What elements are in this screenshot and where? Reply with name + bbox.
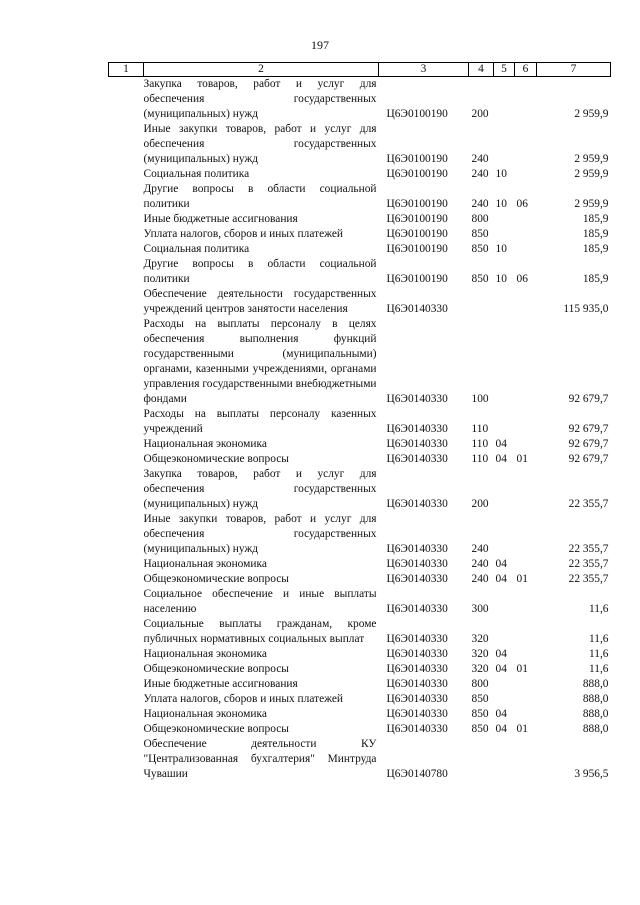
subsection-cell (515, 212, 537, 227)
expense-name-cell: Общеэкономические вопросы (143, 723, 289, 735)
expense-name-cell: Закупка товаров, работ и услуг для обеспечения государственных (муниципальных) нужд (143, 468, 377, 510)
amount-cell: 115 935,0 (563, 303, 609, 315)
row-number-cell (109, 617, 144, 647)
target-article-code-cell: Ц6Э0140330 (386, 633, 448, 645)
row-number-cell (109, 512, 144, 557)
amount-cell: 888,0 (582, 678, 609, 690)
expense-name-cell: Закупка товаров, работ и услуг для обеспечения государственных (муниципальных) нужд (143, 78, 377, 120)
expense-type-cell: 240 (471, 543, 489, 555)
expense-type-cell: 240 (471, 153, 489, 165)
row-number-cell (109, 437, 144, 452)
header-cell-3: 3 (379, 63, 469, 77)
row-number-cell (109, 647, 144, 662)
expense-type-cell: 200 (471, 498, 489, 510)
header-cell-5: 5 (494, 63, 515, 77)
subsection-cell: 01 (516, 573, 528, 585)
subsection-cell (515, 587, 537, 617)
row-number-cell (109, 452, 144, 467)
expense-type-cell: 100 (471, 393, 489, 405)
amount-cell: 185,9 (582, 273, 609, 285)
table-header (109, 63, 611, 77)
table-row (109, 467, 611, 512)
amount-cell: 888,0 (582, 708, 609, 720)
subsection-cell (515, 227, 537, 242)
expense-type-cell: 850 (471, 723, 489, 735)
expense-name-cell: Общеэкономические вопросы (143, 453, 289, 465)
table-row (109, 227, 611, 242)
amount-cell: 92 679,7 (568, 438, 609, 450)
row-number-cell (109, 467, 144, 512)
section-cell: 04 (495, 723, 507, 735)
subsection-cell (515, 242, 537, 257)
target-article-code-cell: Ц6Э0140330 (386, 453, 448, 465)
table-row (109, 257, 611, 287)
target-article-code-cell: Ц6Э0140330 (386, 648, 448, 660)
header-cell-7: 7 (537, 63, 611, 77)
row-number-cell (109, 572, 144, 587)
subsection-cell (515, 317, 537, 407)
target-article-code-cell: Ц6Э0140330 (386, 303, 448, 315)
table-row (109, 287, 611, 317)
row-number-cell (109, 242, 144, 257)
row-number-cell (109, 707, 144, 722)
row-number-cell (109, 737, 144, 782)
expense-type-cell: 800 (471, 213, 489, 225)
amount-cell: 92 679,7 (568, 453, 609, 465)
expense-name-cell: Другие вопросы в области социальной политики (143, 183, 377, 210)
row-number-cell (109, 317, 144, 407)
subsection-cell: 01 (516, 723, 528, 735)
target-article-code-cell: Ц6Э0100190 (386, 228, 448, 240)
target-article-code-cell: Ц6Э0100190 (386, 198, 448, 210)
expense-type-cell: 850 (471, 693, 489, 705)
target-article-code-cell: Ц6Э0140330 (386, 708, 448, 720)
amount-cell: 22 355,7 (568, 543, 609, 555)
budget-table (108, 62, 611, 782)
subsection-cell (515, 407, 537, 437)
table-row (109, 557, 611, 572)
row-number-cell (109, 557, 144, 572)
subsection-cell (515, 707, 537, 722)
row-number-cell (109, 677, 144, 692)
expense-name-cell: Национальная экономика (143, 438, 267, 450)
expense-type-cell: 240 (471, 198, 489, 210)
amount-cell: 22 355,7 (568, 573, 609, 585)
expense-name-cell: Национальная экономика (143, 558, 267, 570)
target-article-code-cell: Ц6Э0140330 (386, 723, 448, 735)
expense-name-cell: Иные бюджетные ассигнования (143, 678, 298, 690)
expense-name-cell: Социальные выплаты гражданам, кроме публичных нормативных социальных выплат (143, 618, 377, 645)
expense-name-cell: Национальная экономика (143, 708, 267, 720)
table-row (109, 182, 611, 212)
table-row (109, 212, 611, 227)
row-number-cell (109, 212, 144, 227)
expense-name-cell: Социальная политика (143, 168, 250, 180)
table-row (109, 122, 611, 167)
table-row (109, 617, 611, 647)
section-cell: 04 (495, 558, 507, 570)
target-article-code-cell: Ц6Э0140330 (386, 678, 448, 690)
subsection-cell: 01 (516, 453, 528, 465)
amount-cell: 22 355,7 (568, 498, 609, 510)
target-article-code-cell: Ц6Э0140780 (386, 768, 448, 780)
header-cell-4: 4 (469, 63, 494, 77)
table-body (109, 77, 611, 783)
table-row (109, 242, 611, 257)
expense-type-cell: 850 (471, 273, 489, 285)
expense-type-cell (469, 737, 494, 782)
expense-name-cell: Расходы на выплаты персоналу в целях обеспечения выполнения функций государственными (муниципальными) органами, казенными учреждениями, органами управления государственными внебюджетными фондами (143, 318, 377, 405)
expense-type-cell: 320 (471, 633, 489, 645)
target-article-code-cell: Ц6Э0140330 (386, 573, 448, 585)
amount-cell: 11,6 (588, 648, 609, 660)
row-number-cell (109, 287, 144, 317)
expense-name-cell: Социальная политика (143, 243, 250, 255)
table-row (109, 722, 611, 737)
amount-cell: 2 959,9 (574, 108, 609, 120)
row-number-cell (109, 77, 144, 123)
section-cell (494, 737, 515, 782)
subsection-cell (515, 167, 537, 182)
subsection-cell (515, 692, 537, 707)
expense-type-cell: 850 (471, 243, 489, 255)
target-article-code-cell: Ц6Э0100190 (386, 243, 448, 255)
target-article-code-cell: Ц6Э0140330 (386, 423, 448, 435)
table-row (109, 737, 611, 782)
header-row (109, 63, 611, 77)
expense-name-cell: Другие вопросы в области социальной политики (143, 258, 377, 285)
subsection-cell (515, 647, 537, 662)
subsection-cell (515, 677, 537, 692)
section-cell: 04 (495, 453, 507, 465)
section-cell (494, 317, 515, 407)
section-cell (494, 677, 515, 692)
expense-type-cell: 800 (471, 678, 489, 690)
section-cell: 10 (495, 273, 507, 285)
table-row (109, 647, 611, 662)
section-cell (494, 407, 515, 437)
section-cell: 10 (495, 198, 507, 210)
table-row (109, 407, 611, 437)
expense-name-cell: Уплата налогов, сборов и иных платежей (143, 693, 343, 705)
amount-cell: 11,6 (588, 603, 609, 615)
target-article-code-cell: Ц6Э0140330 (386, 603, 448, 615)
row-number-cell (109, 587, 144, 617)
subsection-cell (515, 77, 537, 123)
row-number-cell (109, 122, 144, 167)
row-number-cell (109, 692, 144, 707)
expense-type-cell: 110 (471, 438, 489, 450)
amount-cell: 185,9 (582, 213, 609, 225)
expense-type-cell: 320 (471, 648, 489, 660)
subsection-cell (515, 437, 537, 452)
target-article-code-cell: Ц6Э0100190 (386, 213, 448, 225)
expense-name-cell: Социальное обеспечение и иные выплаты населению (143, 588, 377, 615)
header-cell-2: 2 (144, 63, 379, 77)
header-cell-6: 6 (515, 63, 537, 77)
section-cell: 04 (495, 663, 507, 675)
expense-type-cell: 300 (471, 603, 489, 615)
row-number-cell (109, 227, 144, 242)
target-article-code-cell: Ц6Э0140330 (386, 438, 448, 450)
subsection-cell (515, 512, 537, 557)
expense-name-cell: Уплата налогов, сборов и иных платежей (143, 228, 343, 240)
subsection-cell (515, 557, 537, 572)
table-row (109, 662, 611, 677)
expense-type-cell: 110 (471, 453, 489, 465)
amount-cell: 888,0 (582, 723, 609, 735)
page-number: 197 (311, 38, 329, 52)
expense-type-cell: 320 (471, 663, 489, 675)
subsection-cell: 06 (516, 273, 528, 285)
row-number-cell (109, 722, 144, 737)
expense-type-cell: 240 (471, 168, 489, 180)
target-article-code-cell: Ц6Э0140330 (386, 393, 448, 405)
section-cell (494, 512, 515, 557)
section-cell (494, 227, 515, 242)
section-cell (494, 122, 515, 167)
target-article-code-cell: Ц6Э0100190 (386, 108, 448, 120)
section-cell (494, 212, 515, 227)
row-number-cell (109, 662, 144, 677)
section-cell: 10 (495, 168, 507, 180)
table-row (109, 77, 611, 123)
expense-name-cell: Расходы на выплаты персоналу казенных учреждений (143, 408, 377, 435)
row-number-cell (109, 407, 144, 437)
amount-cell: 2 959,9 (574, 168, 609, 180)
expense-type-cell (469, 287, 494, 317)
expense-type-cell: 240 (471, 573, 489, 585)
amount-cell: 92 679,7 (568, 393, 609, 405)
subsection-cell (515, 287, 537, 317)
section-cell: 04 (495, 648, 507, 660)
target-article-code-cell: Ц6Э0100190 (386, 168, 448, 180)
row-number-cell (109, 257, 144, 287)
amount-cell: 2 959,9 (574, 153, 609, 165)
table-row (109, 707, 611, 722)
table-row (109, 587, 611, 617)
target-article-code-cell: Ц6Э0100190 (386, 273, 448, 285)
table-row (109, 317, 611, 407)
expense-type-cell: 850 (471, 708, 489, 720)
expense-name-cell: Иные бюджетные ассигнования (143, 213, 298, 225)
target-article-code-cell: Ц6Э0140330 (386, 693, 448, 705)
amount-cell: 185,9 (582, 243, 609, 255)
amount-cell: 92 679,7 (568, 423, 609, 435)
table-row (109, 692, 611, 707)
expense-name-cell: Обеспечение деятельности КУ "Централизованная бухгалтерия" Минтруда Чувашии (143, 738, 377, 780)
expense-name-cell: Национальная экономика (143, 648, 267, 660)
amount-cell: 11,6 (588, 633, 609, 645)
target-article-code-cell: Ц6Э0140330 (386, 663, 448, 675)
target-article-code-cell: Ц6Э0100190 (386, 153, 448, 165)
target-article-code-cell: Ц6Э0140330 (386, 558, 448, 570)
amount-cell: 185,9 (582, 228, 609, 240)
table-row (109, 572, 611, 587)
section-cell (494, 617, 515, 647)
subsection-cell: 01 (516, 663, 528, 675)
table-row (109, 677, 611, 692)
amount-cell: 2 959,9 (574, 198, 609, 210)
amount-cell: 11,6 (588, 663, 609, 675)
section-cell (494, 287, 515, 317)
subsection-cell (515, 467, 537, 512)
table-row (109, 452, 611, 467)
subsection-cell (515, 737, 537, 782)
expense-type-cell: 850 (471, 228, 489, 240)
subsection-cell (515, 122, 537, 167)
target-article-code-cell: Ц6Э0140330 (386, 498, 448, 510)
section-cell (494, 467, 515, 512)
section-cell: 04 (495, 438, 507, 450)
header-cell-1: 1 (109, 63, 144, 77)
target-article-code-cell: Ц6Э0140330 (386, 543, 448, 555)
expense-name-cell: Обеспечение деятельности государственных учреждений центров занятости населения (143, 288, 377, 315)
amount-cell: 888,0 (582, 693, 609, 705)
row-number-cell (109, 182, 144, 212)
expense-name-cell: Иные закупки товаров, работ и услуг для обеспечения государственных (муниципальных) нужд (143, 513, 377, 555)
table-row (109, 512, 611, 557)
section-cell (494, 692, 515, 707)
expense-name-cell: Общеэкономические вопросы (143, 663, 289, 675)
row-number-cell (109, 167, 144, 182)
subsection-cell (515, 617, 537, 647)
table-row (109, 437, 611, 452)
section-cell (494, 587, 515, 617)
expense-type-cell: 110 (471, 423, 489, 435)
table-row (109, 167, 611, 182)
expense-name-cell: Общеэкономические вопросы (143, 573, 289, 585)
amount-cell: 3 956,5 (574, 768, 609, 780)
expense-type-cell: 240 (471, 558, 489, 570)
amount-cell: 22 355,7 (568, 558, 609, 570)
section-cell: 04 (495, 573, 507, 585)
expense-name-cell: Иные закупки товаров, работ и услуг для обеспечения государственных (муниципальных) нужд (143, 123, 377, 165)
section-cell: 04 (495, 708, 507, 720)
section-cell (494, 77, 515, 123)
subsection-cell: 06 (516, 198, 528, 210)
section-cell: 10 (495, 243, 507, 255)
expense-type-cell: 200 (471, 108, 489, 120)
